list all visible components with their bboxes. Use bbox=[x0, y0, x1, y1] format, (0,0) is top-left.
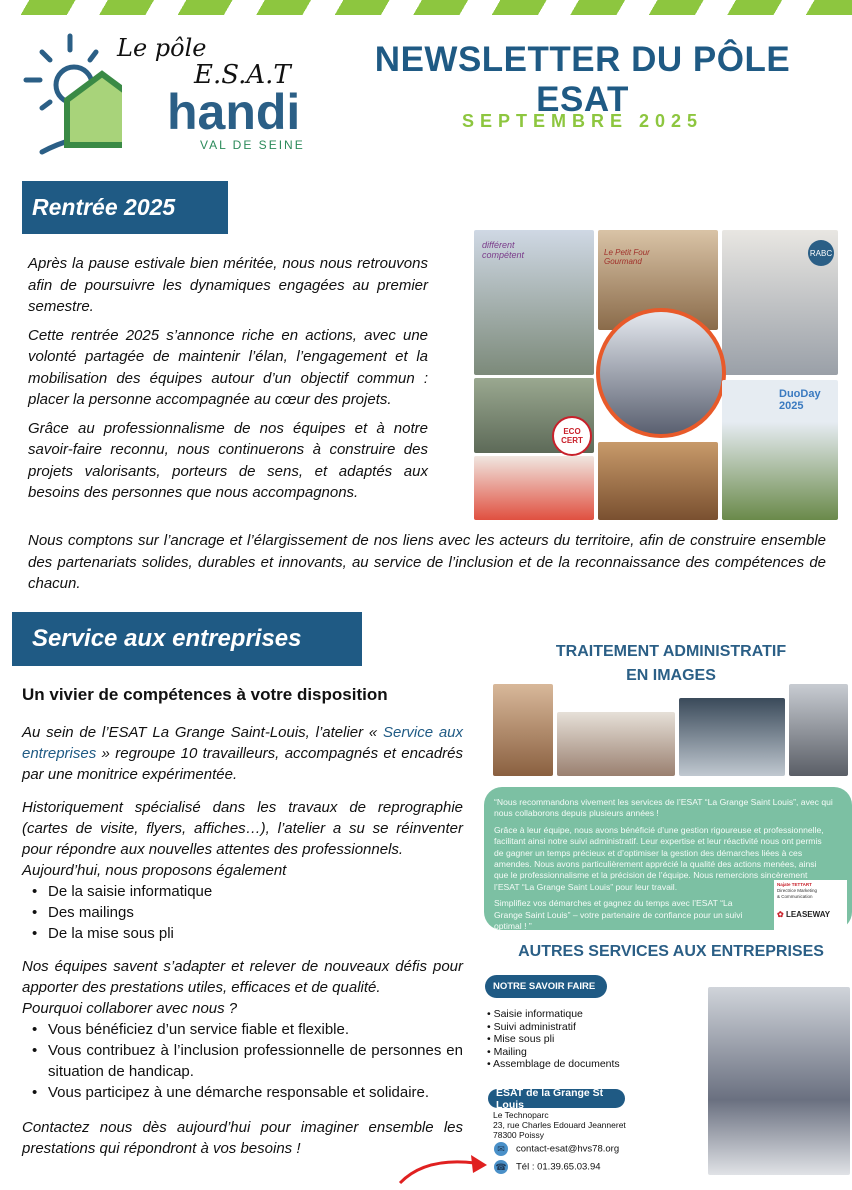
rentree-closing: Nous comptons sur l’ancrage et l’élargissement de nos liens avec les acteurs du territoire, afin de construire ensemble des partenariats solides, durables et innovants, au service de l’inclusion et de la reconnaissance des compétences de chacun. bbox=[28, 532, 826, 592]
admin-photos bbox=[493, 684, 848, 776]
photo-computer bbox=[596, 308, 726, 438]
service-subheading: Un vivier de compétences à votre disposition bbox=[22, 685, 388, 704]
service-link[interactable]: Service aux entreprises bbox=[22, 724, 464, 762]
address: Le Technoparc 23, rue Charles Edouard Jeanneret 78300 Poissy bbox=[493, 1110, 626, 1140]
logo: Le pôle E.S.A.T handi VAL DE SEINE bbox=[22, 30, 312, 155]
email-icon: ✉ bbox=[494, 1142, 508, 1156]
sun-house-icon bbox=[22, 30, 122, 155]
photo-pastries bbox=[598, 442, 718, 520]
images-title: TRAITEMENT ADMINISTRATIF EN IMAGES bbox=[555, 643, 787, 684]
rentree-heading: Rentrée 2025 bbox=[22, 181, 228, 234]
top-stripe bbox=[0, 0, 852, 15]
photo-collage: différent compétent Le Petit Four Gourmand RABC ECO CERT DuoDay 2025 bbox=[474, 230, 838, 520]
services-list: • De la saisie informatique • Des mailings • De la mise sous pli bbox=[22, 881, 463, 944]
signature-card: Najate TETTART Directrice Marketing & Communication ✿ LEASEWAY bbox=[774, 880, 847, 930]
other-services-title: AUTRES SERVICES AUX ENTREPRISES bbox=[518, 943, 824, 960]
email-row bbox=[494, 1142, 619, 1156]
newsletter-title: NEWSLETTER DU PÔLE ESAT bbox=[374, 40, 791, 119]
savoir-faire-pill: NOTRE SAVOIR FAIRE bbox=[485, 975, 607, 998]
photo-crate bbox=[474, 456, 594, 520]
newsletter-month: SEPTEMBRE 2025 bbox=[461, 111, 704, 131]
service-heading: Service aux entreprises bbox=[12, 612, 362, 666]
testimonial-box: “Nous recommandons vivement les services de l’ESAT “La Grange Saint Louis”, avec qui nous collaborons depuis plusieurs années ! Grâce à leur équipe, nous avons bénéficié d’une gestion rigoureuse et professionnelle, facilitant ainsi notre suivi administratif. Leur expertise et leur réactivité nous ont permis de gagner un temps précieux et d’optimiser la gestion des démarches liées à ces amendes. Nous avons particulièrement apprécié la qualité des actions menées, ainsi que le professionnalisme et la précision de l’équipe. Nous remercions sincèrement l’ESAT “La Grange Saint Louis” pour leur travail. Simplifiez vos démarches et gagnez du temps avec l’ESAT “La Grange Saint Louis” – votre partenaire de confiance pour un suivi optimal ! ” Najate TETTART Directrice Marketing & Communication ✿ LEASEWAY bbox=[484, 787, 852, 930]
red-arrow-icon bbox=[395, 1145, 495, 1185]
photo-office bbox=[708, 987, 850, 1175]
benefits-list: • Vous bénéficiez d’un service fiable et flexible. • Vous contribuez à l’inclusion professionnelle de personnes en situation de handicap. • Vous participez à une démarche responsable et solidaire. bbox=[22, 1019, 463, 1103]
savoir-faire-list: • Saisie informatique • Suivi administratif • Mise sous pli • Mailing • Assemblage de documents bbox=[487, 1008, 620, 1071]
rentree-text: Après la pause estivale bien méritée, nous nous retrouvons afin de poursuivre les dynamiques engagées au premier semestre. Cette rentrée 2025 s’annonce riche en actions, avec une volonté partagée de maintenir l’élan, l’engagement et la mobilisation des équipes autour d’un objectif commun : placer la personne accompagnée au cœur des projets. Grâce au professionnalisme de nos équipes et à notre savoir-faire reconnu, nous continuerons à construire des projets valorisants, porteurs de sens, et adaptés aux besoins des personnes que nous accompagnons. bbox=[28, 255, 428, 501]
service-text: Au sein de l’ESAT La Grange Saint-Louis, l’atelier « Service aux entreprises » regroupe 10 travailleurs, accompagnés et encadrés par une monitrice expérimentée. Historiquement spécialisé dans les travaux de reprographie (cartes de visite, flyers, affiches…), l’atelier a su se réinventer pour répondre aux nouvelles attentes des professionnels. Aujourd’hui, nous proposons également • De la saisie informatique • Des mailings • De la mise sous pli Nos équipes savent s’adapter et relever de nouveaux défis pour apporter des prestations utiles, efficaces et de qualité. Pourquoi collaborer avec nous ? • Vous bénéficiez d’un service fiable et flexible. • Vous contribuez à l’inclusion professionnelle de personnes en situation de handicap. • Vous participez à une démarche responsable et solidaire. Contactez nous dès aujourd’hui pour imaginer ensemble les prestations qui répondront à vos besoins ! bbox=[22, 722, 463, 1166]
phone-row: ☎ Tél : 01.39.65.03.94 bbox=[495, 1161, 601, 1173]
phone-icon: ☎ bbox=[494, 1160, 508, 1174]
esat-pill: ESAT de la Grange St Louis bbox=[488, 1089, 625, 1108]
email-link[interactable]: contact-esat@hvs78.org bbox=[516, 1143, 620, 1155]
